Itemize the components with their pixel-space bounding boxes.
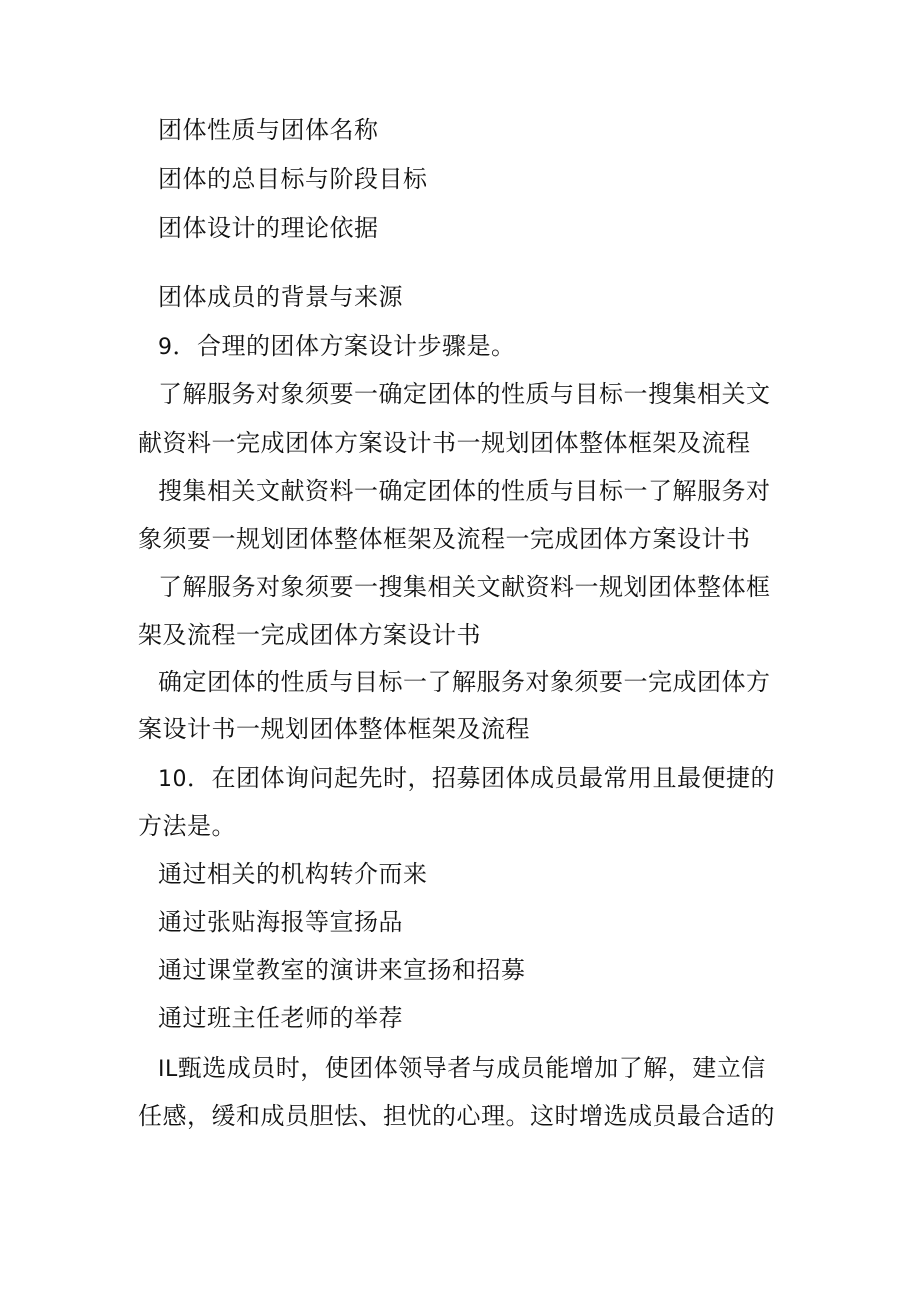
q9-option-a-line1: 了解服务对象须要一确定团体的性质与目标一搜集相关文 [158, 380, 771, 408]
q9-option-b-line1: 搜集相关文献资料一确定团体的性质与目标一了解服务对 [158, 477, 771, 505]
q10-question-line1 [158, 763, 818, 795]
q9-stem: ．合理的团体方案设计步骤是。 [172, 332, 516, 360]
q8-option-d: 团体成员的背景与来源 [158, 283, 403, 311]
q10-option-b: 通过张贴海报等宣扬品 [158, 908, 403, 936]
q10-option-a: 通过相关的机构转介而来 [158, 860, 428, 888]
q8-option-b: 团体的总目标与阶段目标 [158, 165, 428, 193]
q9-option-d-line2: 案设计书一规划团体整体框架及流程 [138, 715, 530, 743]
q10-number: 10 [158, 767, 187, 792]
q11-question-line2: 任感，缓和成员胆怯、担忧的心理。这时增选成员最合适的 [138, 1102, 775, 1130]
q9-question [158, 331, 818, 363]
q9-option-d-line1: 确定团体的性质与目标一了解服务对象须要一完成团体方 [158, 668, 771, 696]
q8-option-c: 团体设计的理论依据 [158, 214, 379, 242]
q11-number: IL [158, 1057, 178, 1082]
q9-number: 9 [158, 335, 173, 360]
q10-stem-line1: ．在团体询问起先时，招募团体成员最常用且最便捷的 [187, 764, 775, 792]
q9-option-b-line2: 象须要一规划团体整体框架及流程一完成团体方案设计书 [138, 525, 751, 553]
q9-option-c-line2: 架及流程一完成团体方案设计书 [138, 621, 481, 649]
q9-option-a-line2: 献资料一完成团体方案设计书一规划团体整体框架及流程 [138, 429, 751, 457]
q11-question-line1 [158, 1053, 818, 1085]
q8-option-a: 团体性质与团体名称 [158, 116, 379, 144]
q10-option-d: 通过班主任老师的举荐 [158, 1004, 403, 1032]
q10-option-c: 通过课堂教室的演讲来宣扬和招募 [158, 956, 526, 984]
q9-option-c-line1: 了解服务对象须要一搜集相关文献资料一规划团体整体框 [158, 573, 771, 601]
q10-question-line2: 方法是。 [138, 812, 236, 840]
q11-stem-line1: 甄选成员时，使团体领导者与成员能增加了解，建立信 [177, 1054, 766, 1082]
